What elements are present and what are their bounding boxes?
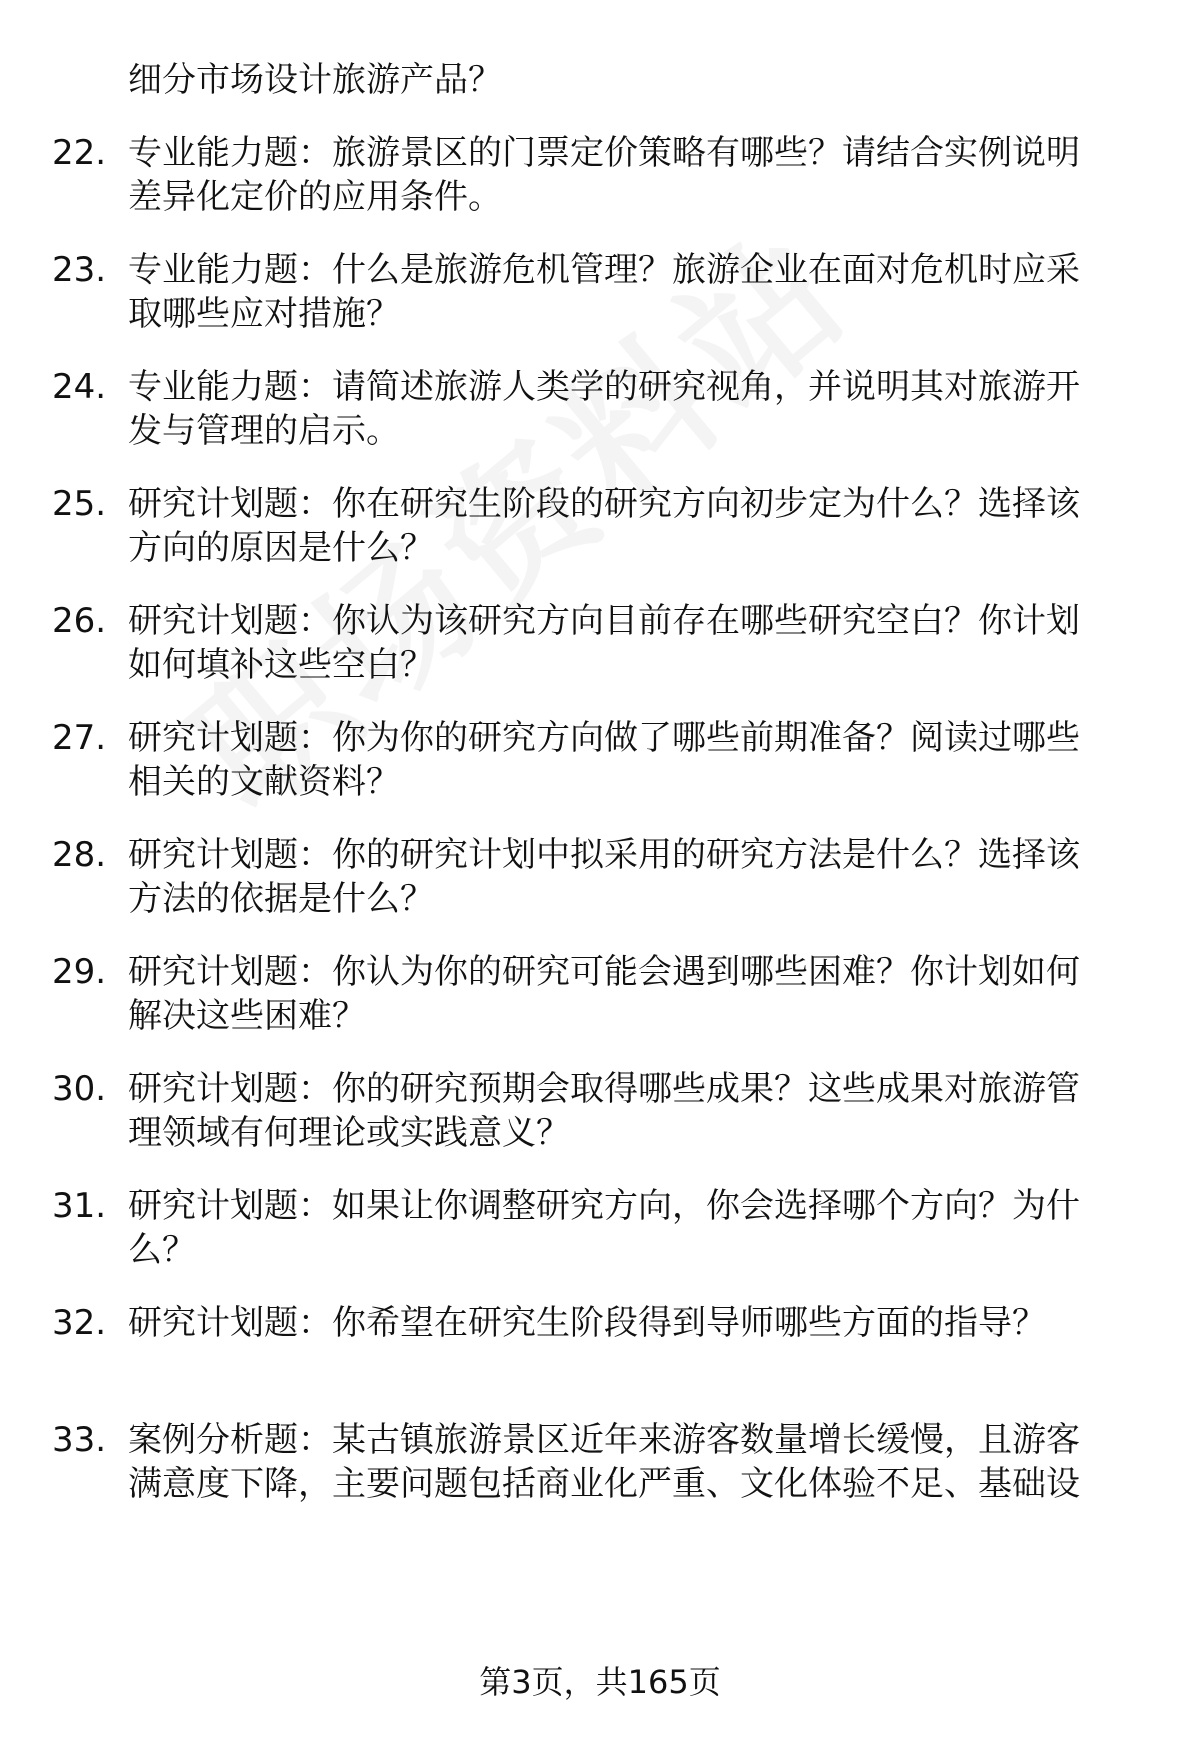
question-text-line: 研究计划题：如果让你调整研究方向，你会选择哪个方向？为什 [128, 1186, 1080, 1226]
question-text [128, 833, 1138, 921]
question-text [128, 1418, 1138, 1506]
question-text-line: 差异化定价的应用条件。 [128, 177, 502, 217]
question-text-line: 专业能力题：请简述旅游人类学的研究视角，并说明其对旅游开 [128, 367, 1080, 407]
question-text-line: 方向的原因是什么？ [128, 528, 434, 568]
question-number: 27. [52, 718, 107, 758]
question-text-line: 研究计划题：你认为该研究方向目前存在哪些研究空白？你计划 [128, 601, 1080, 641]
question-text-line: 研究计划题：你在研究生阶段的研究方向初步定为什么？选择该 [128, 484, 1080, 524]
question-text-line: 专业能力题：什么是旅游危机管理？旅游企业在面对危机时应采 [128, 250, 1080, 290]
question-text-line: 相关的文献资料？ [128, 762, 400, 802]
question-number: 24. [52, 367, 107, 407]
question-text [128, 1184, 1138, 1272]
question-number: 23. [52, 250, 107, 290]
question-number: 32. [52, 1303, 107, 1343]
question-text [128, 1301, 1138, 1345]
question-text-line: 如何填补这些空白？ [128, 645, 434, 685]
question-number: 25. [52, 484, 107, 524]
continuation-text: 细分市场设计旅游产品？ [128, 60, 502, 100]
question-number: 33. [52, 1420, 107, 1460]
question-text-line: 满意度下降，主要问题包括商业化严重、文化体验不足、基础设 [128, 1464, 1080, 1504]
page-footer: 第3页，共165页 [479, 1663, 721, 1701]
question-text [128, 716, 1138, 804]
question-text-line: 案例分析题：某古镇旅游景区近年来游客数量增长缓慢，且游客 [128, 1420, 1080, 1460]
question-text-line: 取哪些应对措施？ [128, 294, 400, 334]
question-text [128, 950, 1138, 1038]
question-text-line: 研究计划题：你希望在研究生阶段得到导师哪些方面的指导？ [128, 1303, 1046, 1343]
question-text-line: 方法的依据是什么？ [128, 879, 434, 919]
question-number: 31. [52, 1186, 107, 1226]
question-number: 22. [52, 133, 107, 173]
question-text-line: 研究计划题：你认为你的研究可能会遇到哪些困难？你计划如何 [128, 952, 1080, 992]
question-number: 26. [52, 601, 107, 641]
question-number: 30. [52, 1069, 107, 1109]
question-text [128, 1067, 1138, 1155]
question-text-line: 发与管理的启示。 [128, 411, 400, 451]
question-text [128, 599, 1138, 687]
question-text-line: 研究计划题：你为你的研究方向做了哪些前期准备？阅读过哪些 [128, 718, 1080, 758]
question-number: 28. [52, 835, 107, 875]
question-number: 29. [52, 952, 107, 992]
question-text-line: 研究计划题：你的研究计划中拟采用的研究方法是什么？选择该 [128, 835, 1080, 875]
question-text [128, 365, 1138, 453]
question-text-line: 理领域有何理论或实践意义？ [128, 1113, 570, 1153]
question-text-line: 研究计划题：你的研究预期会取得哪些成果？这些成果对旅游管 [128, 1069, 1080, 1109]
question-text-line: 专业能力题：旅游景区的门票定价策略有哪些？请结合实例说明 [128, 133, 1080, 173]
question-text [128, 248, 1138, 336]
question-text-line: 么？ [128, 1230, 196, 1270]
question-text [128, 131, 1138, 219]
question-text [128, 482, 1138, 570]
question-text-line: 解决这些困难？ [128, 996, 366, 1036]
